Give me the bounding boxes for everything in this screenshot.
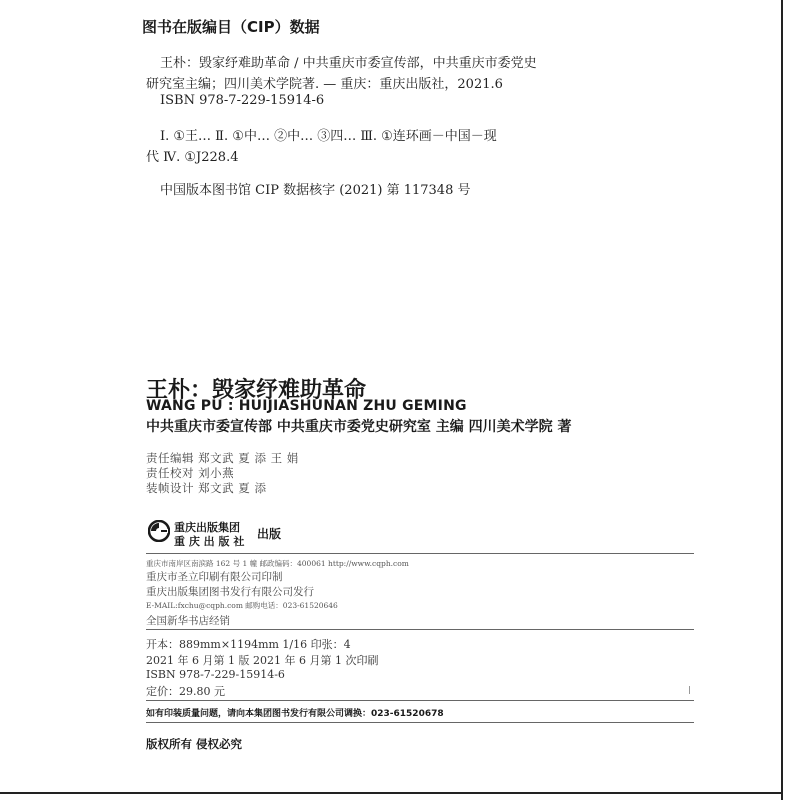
publisher-verb: 出版 bbox=[257, 527, 282, 541]
cip-subject-line-1: Ⅰ. ①王… Ⅱ. ①中… ②中… ③四… Ⅲ. ①连环画－中国－现 bbox=[160, 129, 497, 144]
spec-edition: 2021 年 6 月第 1 版 2021 年 6 月第 1 次印刷 bbox=[146, 654, 379, 667]
cip-verification: 中国版本图书馆 CIP 数据核字 (2021) 第 117348 号 bbox=[160, 183, 471, 198]
cip-entry-line-2: 研究室主编；四川美术学院著. — 重庆：重庆出版社，2021.6 bbox=[146, 77, 503, 92]
publisher-address: 重庆市南岸区南滨路 162 号 1 幢 邮政编码：400061 http://www.cqph.com bbox=[146, 559, 409, 568]
cqph-logo-icon bbox=[148, 520, 170, 542]
divider-rule bbox=[146, 553, 694, 554]
credit-editor: 责任编辑 郑文武 夏 添 王 娟 bbox=[146, 451, 299, 465]
cip-subject-line-2: 代 Ⅳ. ①J228.4 bbox=[146, 150, 239, 165]
divider-rule bbox=[146, 722, 694, 723]
spec-price: 定价：29.80 元 bbox=[146, 685, 225, 698]
divider-rule bbox=[146, 629, 694, 630]
printer-line: 重庆市圣立印刷有限公司印制 bbox=[146, 571, 283, 583]
quality-notice: 如有印装质量问题，请向本集团图书发行有限公司调换：023-61520678 bbox=[146, 709, 444, 719]
cip-heading: 图书在版编目（CIP）数据 bbox=[142, 18, 320, 36]
publisher-group-name: 重庆出版集团 bbox=[174, 521, 240, 534]
margin-mark bbox=[689, 686, 690, 694]
spec-isbn: ISBN 978-7-229-15914-6 bbox=[146, 668, 285, 681]
divider-rule bbox=[146, 700, 694, 701]
book-authors: 中共重庆市委宣传部 中共重庆市委党史研究室 主编 四川美术学院 著 bbox=[146, 419, 572, 435]
book-title: 王朴：毁家纾难助革命 bbox=[146, 378, 367, 403]
credit-proofreader: 责任校对 刘小燕 bbox=[146, 466, 235, 480]
spec-format: 开本：889mm×1194mm 1/16 印张：4 bbox=[146, 638, 351, 651]
credit-designer: 装帧设计 郑文武 夏 添 bbox=[146, 481, 267, 495]
distributor-line: 重庆出版集团图书发行有限公司发行 bbox=[146, 586, 314, 598]
rights-reserved: 版权所有 侵权必究 bbox=[146, 737, 243, 751]
sales-line: 全国新华书店经销 bbox=[146, 615, 230, 627]
page-border-bottom bbox=[0, 792, 783, 794]
cip-isbn: ISBN 978-7-229-15914-6 bbox=[160, 93, 325, 108]
contact-line: E-MAIL:fxchu@cqph.com 邮购电话：023-61520646 bbox=[146, 601, 338, 610]
cip-entry-line-1: 王朴：毁家纾难助革命 / 中共重庆市委宣传部，中共重庆市委党史 bbox=[160, 56, 537, 71]
book-pinyin-title: WANG PU : HUIJIASHUNAN ZHU GEMING bbox=[146, 398, 467, 414]
page-border-right bbox=[781, 0, 783, 800]
publisher-house-name: 重 庆 出 版 社 bbox=[174, 535, 245, 548]
